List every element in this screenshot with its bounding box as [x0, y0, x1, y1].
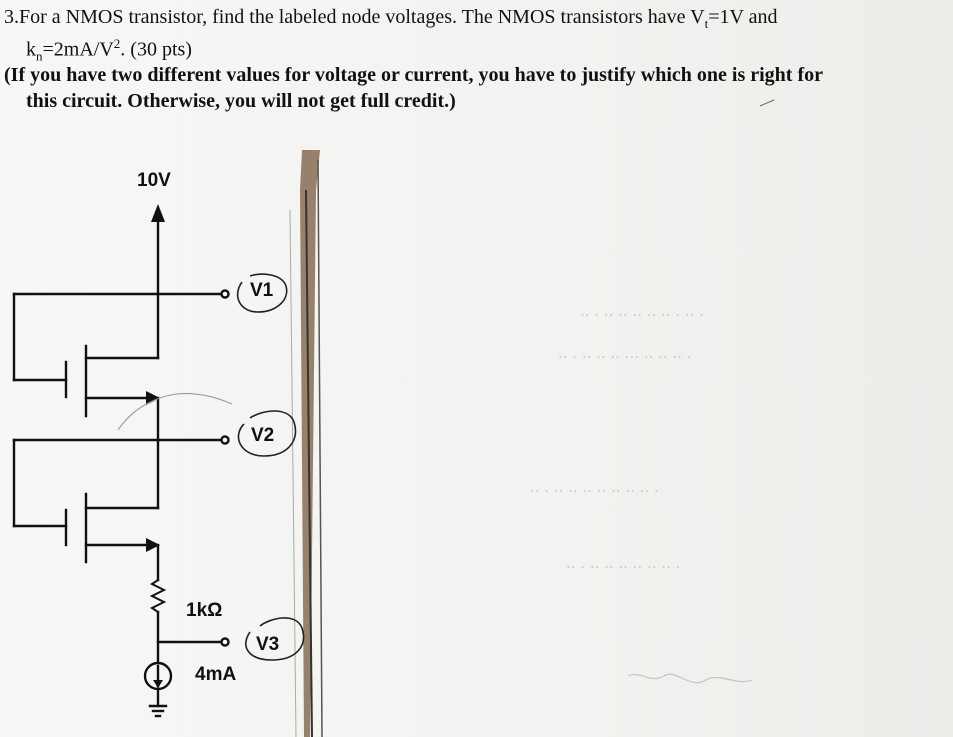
pencil-tick	[760, 100, 774, 106]
kn-value: =2mA/V	[42, 38, 114, 61]
bleed-through-text: ·· · ·· ·· ·· ·· ·· ·· ·· ·	[530, 482, 659, 500]
bleed-through-text: ·· · ·· ·· ·· ·· ·· · ·· ·	[580, 306, 704, 324]
v2-terminal	[222, 437, 229, 444]
supply-voltage-label: 10V	[137, 170, 171, 191]
vt-subscript: t	[704, 16, 709, 31]
current-source	[145, 663, 171, 716]
kn-symbol: k	[26, 38, 36, 61]
page-binding	[290, 150, 322, 737]
question-text-1-end: =1V and	[708, 6, 778, 28]
v1-label: V1	[250, 280, 274, 301]
v1-terminal	[222, 291, 229, 298]
v3-label: V3	[256, 634, 280, 655]
resistor-label: 1kΩ	[186, 600, 223, 621]
transistor-m1	[14, 294, 160, 416]
instruction-line-1: (If you have two different values for voltage or current, you have to justify which one is right for	[4, 64, 824, 86]
points-text: . (30 pts)	[120, 38, 192, 61]
bleed-through-text: ·· · ·· ·· ·· ·· ·· ·· ·	[566, 558, 681, 576]
current-source-label: 4mA	[195, 664, 237, 685]
faint-scribble	[628, 674, 752, 682]
kn-superscript: 2	[113, 36, 121, 51]
resistor	[152, 545, 164, 662]
kn-subscript: n	[36, 48, 43, 64]
v2-label: V2	[251, 425, 275, 446]
bleed-through-text: ·· · ·· ·· ·· ··· ·· ·· ·· ·	[558, 348, 692, 366]
handwritten-marks	[118, 100, 774, 683]
question-text-1: For a NMOS transistor, find the labeled node voltages. The NMOS transistors have V	[19, 6, 705, 28]
transistor-m2	[14, 440, 160, 562]
instruction-line-2: this circuit. Otherwise, you will not get full credit.)	[26, 90, 456, 112]
v3-terminal	[222, 639, 229, 646]
supply-arrow	[151, 204, 165, 358]
question-number: 3.	[4, 6, 19, 28]
